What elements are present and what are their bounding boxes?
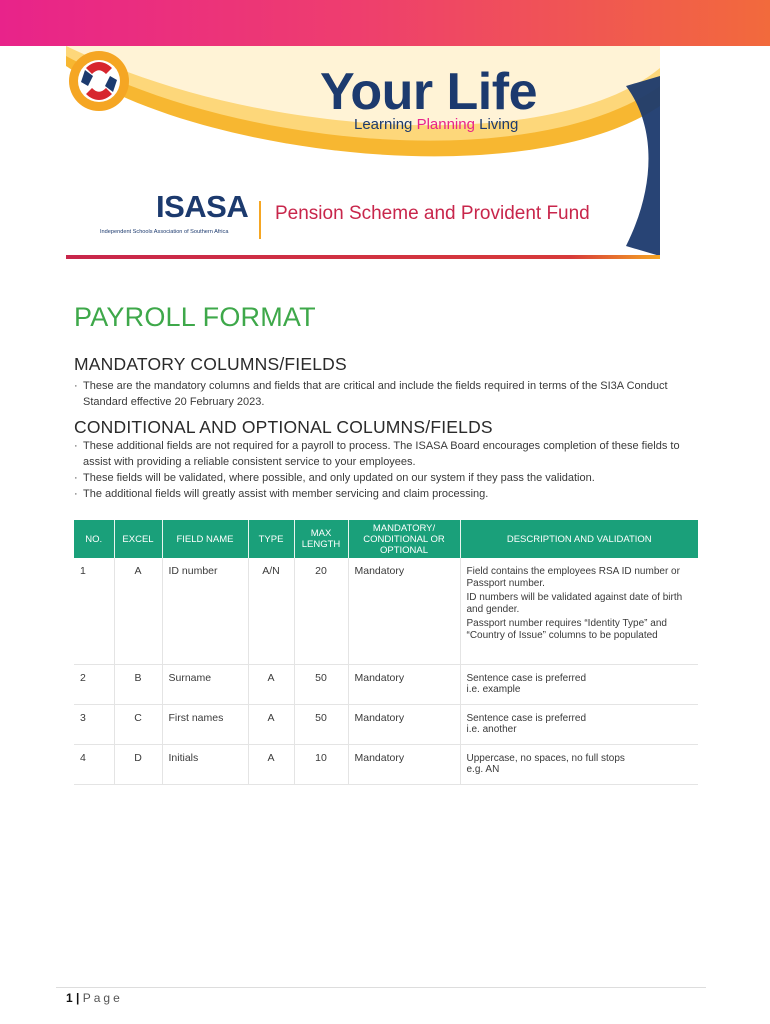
cell-type: A [248, 744, 294, 784]
isasa-wordmark: ISASA [156, 189, 249, 224]
optional-bullet: · The additional fields will greatly assist with member servicing and claim processing. [74, 486, 700, 502]
description-line: Sentence case is preferred [466, 672, 587, 684]
cell-no: 4 [74, 744, 114, 784]
table-header-row [74, 520, 698, 558]
page-title: PAYROLL FORMAT [74, 302, 316, 332]
table-row [74, 558, 698, 664]
page-footer [66, 991, 123, 1005]
table-row [74, 744, 698, 784]
page-number: 1 [66, 991, 73, 1005]
isasa-logo-icon [66, 46, 136, 116]
subtitle-living: Living [479, 116, 519, 133]
col-header-mandatory: MANDATORY/ CONDITIONAL OR OPTIONAL [348, 520, 460, 558]
page-separator: | [76, 991, 80, 1005]
cell-description [460, 664, 698, 704]
description-line: Field contains the employees RSA ID number or Passport number. [466, 566, 680, 589]
description-line: i.e. another [466, 724, 517, 735]
cell-max-length: 50 [294, 704, 348, 744]
col-header-max-length: MAX LENGTH [294, 520, 348, 558]
subtitle-learning: Learning [354, 116, 413, 133]
mandatory-bullet: · These are the mandatory columns and fields that are critical and include the fields required in terms of the SI3A Conduct Standard effective 20 February 2023. [74, 378, 700, 410]
cell-description [460, 744, 698, 784]
cell-no: 2 [74, 664, 114, 704]
cell-mandatory: Mandatory [348, 558, 460, 664]
cell-max-length: 10 [294, 744, 348, 784]
col-header-field-name: FIELD NAME [162, 520, 248, 558]
banner-subtitle [354, 116, 518, 133]
col-header-type: TYPE [248, 520, 294, 558]
header-rule [66, 255, 660, 259]
cell-max-length: 50 [294, 664, 348, 704]
subtitle-planning: Planning [416, 116, 475, 133]
mandatory-heading: MANDATORY COLUMNS/FIELDS [74, 354, 347, 374]
footer-rule [56, 987, 706, 988]
cell-excel: D [114, 744, 162, 784]
page-label: Page [82, 991, 123, 1005]
cell-field-name: Initials [162, 744, 248, 784]
optional-heading: CONDITIONAL AND OPTIONAL COLUMNS/FIELDS [74, 417, 493, 437]
cell-no: 1 [74, 558, 114, 664]
cell-field-name: Surname [162, 664, 248, 704]
table-row [74, 664, 698, 704]
cell-type: A [248, 664, 294, 704]
cell-type: A/N [248, 558, 294, 664]
description-line: Sentence case is preferred [466, 712, 587, 724]
header-divider [259, 201, 261, 239]
description-line: ID numbers will be validated against date of birth and gender. [466, 592, 683, 615]
cell-description [460, 558, 698, 664]
cell-excel: B [114, 664, 162, 704]
cell-mandatory: Mandatory [348, 704, 460, 744]
description-line: Uppercase, no spaces, no full stops [466, 752, 625, 764]
description-line: e.g. AN [466, 764, 500, 775]
cell-field-name: ID number [162, 558, 248, 664]
cell-field-name: First names [162, 704, 248, 744]
cell-type: A [248, 704, 294, 744]
header-banner [66, 46, 660, 256]
optional-bullets [74, 438, 700, 502]
cell-mandatory: Mandatory [348, 664, 460, 704]
cell-excel: A [114, 558, 162, 664]
banner-title: Your Life [320, 63, 537, 121]
description-line: i.e. example [466, 684, 521, 695]
cell-no: 3 [74, 704, 114, 744]
col-header-excel: EXCEL [114, 520, 162, 558]
optional-bullet: · These additional fields are not required for a payroll to process. The ISASA Board encourages completion of these fields to assist with providing a reliable consistent service to your employees. [74, 438, 700, 470]
table-row [74, 704, 698, 744]
payroll-fields-table [74, 520, 698, 785]
fund-name: Pension Scheme and Provident Fund [275, 203, 590, 224]
isasa-tagline: Independent Schools Association of Southern Africa [100, 229, 229, 235]
description-line: Passport number requires “Identity Type” and “Country of Issue” columns to be populated [466, 618, 667, 641]
mandatory-bullets [74, 378, 700, 410]
col-header-description: DESCRIPTION AND VALIDATION [460, 520, 698, 558]
optional-bullet: · These fields will be validated, where possible, and only updated on our system if they pass the validation. [74, 470, 700, 486]
cell-excel: C [114, 704, 162, 744]
cell-mandatory: Mandatory [348, 744, 460, 784]
cell-description [460, 704, 698, 744]
top-gradient-bar [0, 0, 770, 46]
cell-max-length: 20 [294, 558, 348, 664]
col-header-no: NO. [74, 520, 114, 558]
